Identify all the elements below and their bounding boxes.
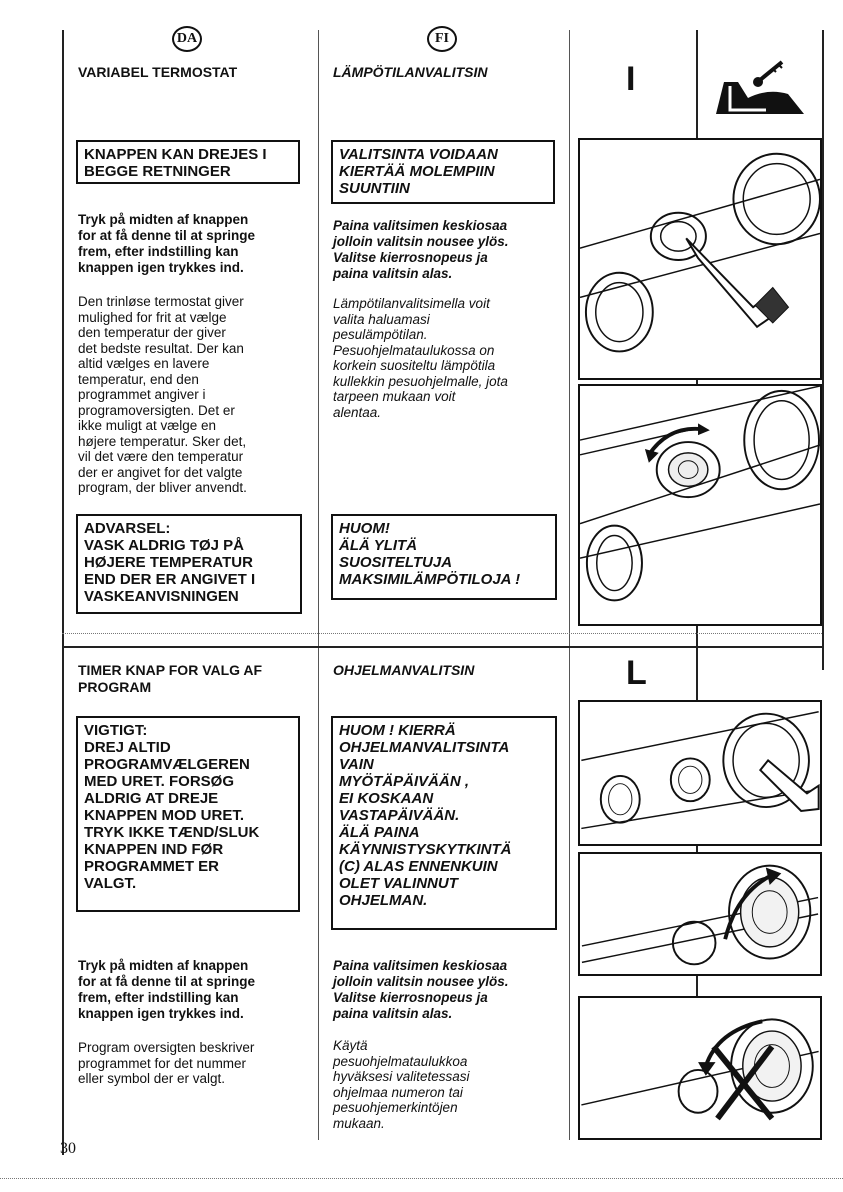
da-timer-description bbox=[78, 1040, 313, 1087]
da-warning-line: ADVARSEL: bbox=[84, 520, 171, 537]
fi-thermostat-instruction-line: Paina valitsimen keskiosaa bbox=[333, 218, 508, 233]
right-margin-rule bbox=[822, 30, 824, 670]
fi-timer-description bbox=[333, 1038, 565, 1131]
da-timer-description-line: Program oversigten beskriver bbox=[78, 1040, 255, 1055]
da-thermostat-description-line: ikke muligt at vælge en bbox=[78, 418, 217, 433]
fi-thermostat-box-line: KIERTÄÄ MOLEMPIIN bbox=[339, 163, 495, 180]
fi-timer-instruction-line: Paina valitsimen keskiosaa bbox=[333, 958, 508, 973]
da-thermostat-description-line: programmet angiver i bbox=[78, 387, 206, 402]
da-timer-instruction-line: knappen igen trykkes ind. bbox=[78, 1006, 244, 1021]
fi-timer-instructions bbox=[333, 958, 565, 1022]
da-important-line: DREJ ALTID bbox=[84, 739, 171, 756]
fi-important-line: (C) ALAS ENNENKUIN bbox=[339, 858, 498, 875]
knob-rotate-illustration bbox=[578, 384, 822, 626]
da-thermostat-instruction-line: frem, efter indstilling kan bbox=[78, 244, 239, 259]
da-timer-instruction-line: for at få denne til at springe bbox=[78, 974, 256, 989]
fi-timer-description-line: pesuohjelmataulukkoa bbox=[333, 1053, 468, 1069]
fi-important-line: VASTAPÄIVÄÄN. bbox=[339, 807, 460, 824]
fi-timer-description-line: hyväksesi valitetessasi bbox=[333, 1069, 470, 1084]
da-thermostat-description-line: program, der bliver anvendt. bbox=[78, 480, 247, 495]
fi-timer-description-line: Käytä bbox=[333, 1038, 368, 1053]
section-marker-l: L bbox=[626, 654, 647, 692]
fi-thermostat-description-line: kullekkin pesuohjelmalle, jota bbox=[333, 373, 508, 389]
fi-thermostat-description-line: valita haluamasi bbox=[333, 311, 430, 327]
fi-warning-line: SUOSITELTUJA bbox=[339, 554, 453, 571]
fi-important-line: HUOM ! KIERRÄ bbox=[339, 722, 456, 739]
fi-timer-description-line: mukaan. bbox=[333, 1115, 385, 1131]
da-thermostat-heading: VARIABEL TERMOSTAT bbox=[78, 64, 238, 80]
fi-thermostat-instructions bbox=[333, 218, 565, 282]
language-badge-fi: FI bbox=[427, 26, 457, 52]
left-margin-rule bbox=[62, 30, 64, 1155]
fi-important-line: KÄYNNISTYSKYTKINTÄ bbox=[339, 841, 512, 858]
bottom-rule bbox=[0, 1178, 843, 1179]
fi-warning-line: HUOM! bbox=[339, 520, 390, 537]
fi-thermostat-heading: LÄMPÖTILANVALITSIN bbox=[333, 64, 488, 80]
fi-important-line: EI KOSKAAN bbox=[339, 790, 434, 807]
da-important-line: ALDRIG AT DREJE bbox=[84, 790, 219, 807]
da-important-line: KNAPPEN IND FØR bbox=[84, 841, 224, 858]
fi-timer-instruction-line: Valitse kierrosnopeus ja bbox=[333, 990, 488, 1005]
fi-important-box bbox=[331, 716, 557, 930]
fi-important-line: VAIN bbox=[339, 756, 374, 773]
da-thermostat-description-line: der er angivet for det valgte bbox=[78, 464, 243, 480]
fi-important-line: ÄLÄ PAINA bbox=[339, 824, 420, 841]
da-important-line: MED URET. FORSØG bbox=[84, 773, 235, 790]
column-divider-fi-illus bbox=[569, 30, 570, 1140]
da-thermostat-box-line: KNAPPEN KAN DREJES I bbox=[84, 146, 267, 163]
column-divider-da-fi bbox=[318, 30, 319, 1140]
fi-warning-line: MAKSIMILÄMPÖTILOJA ! bbox=[339, 571, 521, 588]
da-timer-description-line: eller symbol der er valgt. bbox=[78, 1071, 226, 1086]
da-thermostat-description bbox=[78, 294, 313, 496]
fi-thermostat-instruction-line: jolloin valitsin nousee ylös. bbox=[333, 234, 509, 249]
da-warning-line: VASK ALDRIG TØJ PÅ bbox=[84, 537, 245, 554]
fi-thermostat-box-line: VALITSINTA VOIDAAN bbox=[339, 146, 498, 163]
da-timer-heading-line: TIMER KNAP FOR VALG AF bbox=[78, 662, 263, 678]
da-important-line: KNAPPEN MOD URET. bbox=[84, 807, 245, 824]
da-thermostat-box-line: BEGGE RETNINGER bbox=[84, 163, 231, 180]
da-warning-line: VASKEANVISNINGEN bbox=[84, 588, 239, 605]
da-warning-box bbox=[76, 514, 302, 614]
da-thermostat-description-line: programoversigten. Det er bbox=[78, 402, 235, 418]
fi-thermostat-box-line: SUUNTIIN bbox=[339, 180, 410, 197]
fi-timer-instruction-line: jolloin valitsin nousee ylös. bbox=[333, 974, 509, 989]
da-thermostat-description-line: mulighed for frit at vælge bbox=[78, 309, 227, 325]
da-timer-instruction-line: Tryk på midten af knappen bbox=[78, 958, 249, 973]
timer-counterclockwise-forbidden-illustration bbox=[578, 996, 822, 1140]
da-important-box bbox=[76, 716, 300, 912]
da-warning-line: END DER ER ANGIVET I bbox=[84, 571, 256, 588]
fi-thermostat-instruction-line: paina valitsin alas. bbox=[333, 266, 453, 281]
fi-warning-line: ÄLÄ YLITÄ bbox=[339, 537, 418, 554]
da-timer-instruction-line: frem, efter indstilling kan bbox=[78, 990, 239, 1005]
fi-thermostat-instruction-line: Valitse kierrosnopeus ja bbox=[333, 250, 488, 265]
da-timer-heading bbox=[78, 662, 313, 696]
da-thermostat-description-line: den temperatur der giver bbox=[78, 325, 226, 340]
section-separator-dotted bbox=[62, 633, 822, 634]
da-important-line: VIGTIGT: bbox=[84, 722, 148, 739]
da-important-line: TRYK IKKE TÆND/SLUK bbox=[84, 824, 260, 841]
fi-important-line: OLET VALINNUT bbox=[339, 875, 458, 892]
da-important-line: PROGRAMMET ER bbox=[84, 858, 219, 875]
fi-thermostat-description bbox=[333, 296, 565, 420]
fi-timer-heading: OHJELMANVALITSIN bbox=[333, 662, 475, 678]
language-badge-da: DA bbox=[172, 26, 202, 52]
da-warning-line: HØJERE TEMPERATUR bbox=[84, 554, 253, 571]
da-timer-instructions bbox=[78, 958, 313, 1022]
fi-thermostat-description-line: tarpeen mukaan voit bbox=[333, 389, 456, 404]
section-separator bbox=[62, 646, 822, 648]
da-important-line: PROGRAMVÆLGEREN bbox=[84, 756, 250, 773]
fi-important-line: OHJELMAN. bbox=[339, 892, 428, 909]
timer-press-illustration bbox=[578, 700, 822, 846]
da-thermostat-description-line: altid vælges en lavere bbox=[78, 356, 210, 371]
da-thermostat-instruction-line: for at få denne til at springe bbox=[78, 228, 256, 243]
fi-important-line: MYÖTÄPÄIVÄÄN , bbox=[339, 773, 470, 790]
da-thermostat-description-line: temperatur, end den bbox=[78, 371, 199, 387]
da-thermostat-instructions bbox=[78, 212, 313, 276]
thermometer-hand-icon bbox=[708, 52, 812, 122]
fi-thermostat-box bbox=[331, 140, 555, 204]
fi-thermostat-description-line: alentaa. bbox=[333, 404, 382, 420]
da-thermostat-description-line: vil det være den temperatur bbox=[78, 449, 244, 464]
da-thermostat-instruction-line: knappen igen trykkes ind. bbox=[78, 260, 244, 275]
da-thermostat-description-line: Den trinløse termostat giver bbox=[78, 294, 244, 309]
da-timer-description-line: programmet for det nummer bbox=[78, 1055, 247, 1071]
fi-timer-instruction-line: paina valitsin alas. bbox=[333, 1006, 453, 1021]
knob-press-illustration bbox=[578, 138, 822, 380]
timer-clockwise-illustration bbox=[578, 852, 822, 976]
fi-thermostat-description-line: pesulämpötilan. bbox=[333, 327, 428, 342]
da-thermostat-instruction-line: Tryk på midten af knappen bbox=[78, 212, 249, 227]
da-timer-heading-line: PROGRAM bbox=[78, 679, 152, 695]
section-marker-i: I bbox=[626, 60, 636, 98]
page-number: 30 bbox=[60, 1140, 76, 1157]
da-thermostat-description-line: det bedste resultat. Der kan bbox=[78, 340, 244, 356]
fi-timer-description-line: ohjelmaa numeron tai bbox=[333, 1084, 463, 1100]
fi-thermostat-description-line: korkein suositeltu lämpötila bbox=[333, 358, 496, 373]
da-important-line: VALGT. bbox=[84, 875, 137, 892]
da-thermostat-description-line: højere temperatur. Sker det, bbox=[78, 433, 247, 449]
fi-thermostat-description-line: Pesuohjelmataulukossa on bbox=[333, 342, 495, 358]
fi-warning-box bbox=[331, 514, 557, 600]
fi-thermostat-description-line: Lämpötilanvalitsimella voit bbox=[333, 296, 490, 311]
da-thermostat-box bbox=[76, 140, 300, 184]
fi-important-line: OHJELMANVALITSINTA bbox=[339, 739, 510, 756]
fi-timer-description-line: pesuohjemerkintöjen bbox=[333, 1100, 458, 1115]
